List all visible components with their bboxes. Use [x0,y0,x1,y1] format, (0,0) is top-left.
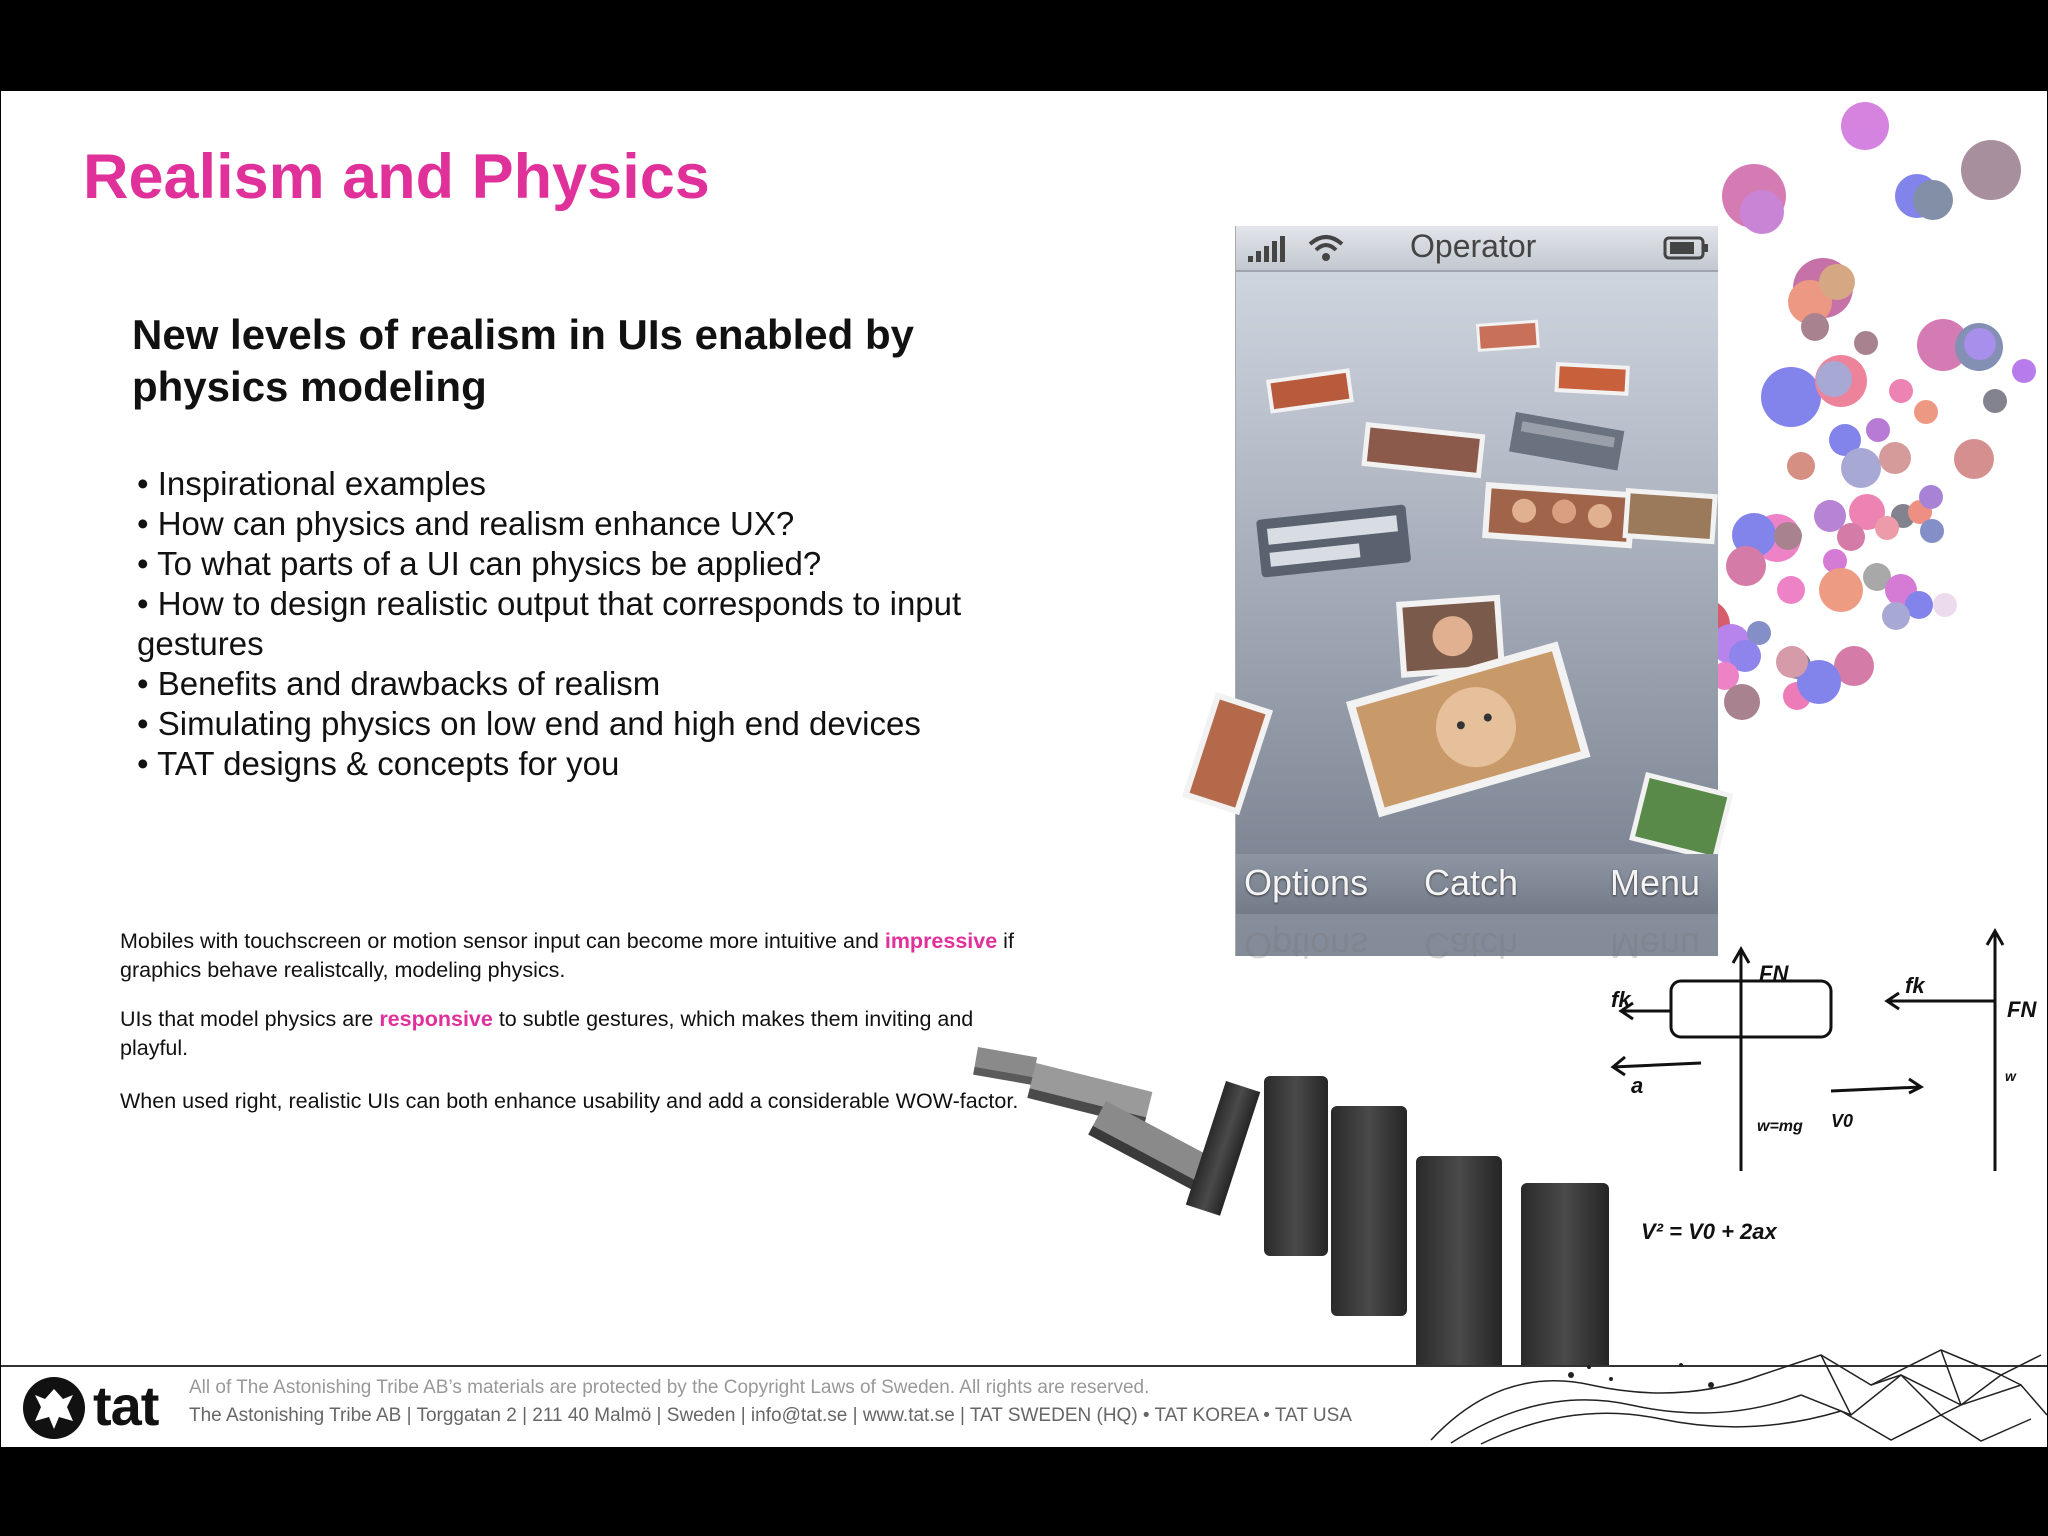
bullet-item: • How to design realistic output that corresponds to input gestures [137,585,962,662]
sketch-labels [1611,961,2037,1244]
paragraph-text: to subtle gestures, which makes them inviting and playful. [120,1007,974,1060]
photo-stack-screen [1236,272,1718,854]
photo-card [1623,488,1718,544]
slide-title: Realism and Physics [83,142,710,212]
slide-subtitle: New levels of realism in UIs enabled by physics modeling [132,311,914,410]
domino-standing [1264,1076,1328,1256]
domino-standing [1331,1106,1407,1316]
operator-label: Operator [1410,228,1537,264]
physics-sketch [1601,831,2047,1244]
sketch-label: a [1631,1073,1644,1098]
highlight-word: impressive [884,929,998,953]
photo-card [1476,320,1540,352]
sketch-label: w [2005,1068,2016,1084]
battery-icon [1664,236,1710,260]
tat-logo-text: tat [93,1374,159,1437]
sketch-label: FN [1759,961,1789,986]
signal-bars-icon [1248,236,1288,262]
sketch-label: w=mg [1757,1118,1803,1135]
domino-standing [1186,1081,1260,1216]
body-paragraph-1 [120,927,1020,985]
footer-copyright: All of The Astonishing Tribe AB’s materials are protected by the Copyright Laws of Sweden. All rights are reserved. [189,1377,1150,1398]
paragraph-text: UIs that model physics are [120,1007,380,1031]
bullet-list [137,464,1037,784]
sketch-label: fk [1905,973,1925,998]
bullet-item: • TAT designs & concepts for you [137,745,620,782]
footer-address: The Astonishing Tribe AB | Torggatan 2 | 211 40 Malmö | Sweden | info@tat.se | www.tat.se | TAT SWEDEN (HQ) • TAT KOREA • TAT USA [189,1405,1352,1426]
sketch-label: fk [1611,987,1631,1012]
photo-card [1482,482,1636,548]
softkey-options[interactable]: Options [1244,862,1369,903]
wifi-icon [1308,234,1344,262]
footer [1,1365,2047,1447]
slide [1,91,2047,1445]
bullet-item: • Inspirational examples [137,465,487,502]
tat-logo [23,1375,183,1441]
softkey-reflection-options: Options [1244,925,1369,966]
sketch-label: V² = V0 + 2ax [1641,1219,1777,1244]
bullet-item: • How can physics and realism enhance UX? [137,505,795,542]
footer-line-art [1421,1345,2047,1445]
bullet-item: • Simulating physics on low end and high end devices [137,705,921,742]
softkey-reflection-catch: Catch [1424,925,1519,966]
paragraph-text: Mobiles with touchscreen or motion sensor input can become more intuitive and [120,929,885,953]
body-paragraph-2 [120,1005,1020,1063]
softkey-reflection-menu: Menu [1610,925,1701,966]
tat-logo-icon [23,1377,85,1439]
softkey-catch[interactable]: Catch [1424,862,1519,903]
sketch-label: FN [2007,997,2037,1022]
paragraph-text: When used right, realistic UIs can both enhance usability and add a considerable WOW-factor. [120,1089,1019,1113]
body-paragraph-3 [120,1087,1020,1116]
softkey-menu[interactable]: Menu [1610,862,1701,903]
phone-status-bar [1236,226,1718,272]
paragraph-text: if graphics behave realistcally, modeling physics. [120,929,1014,982]
bullet-item: • Benefits and drawbacks of realism [137,665,661,702]
bullet-item: • To what parts of a UI can physics be applied? [137,545,822,582]
domino-fallen [973,1047,1037,1085]
photo-card [1554,362,1629,396]
sketch-label: V0 [1831,1111,1854,1131]
highlight-word: responsive [379,1007,493,1031]
